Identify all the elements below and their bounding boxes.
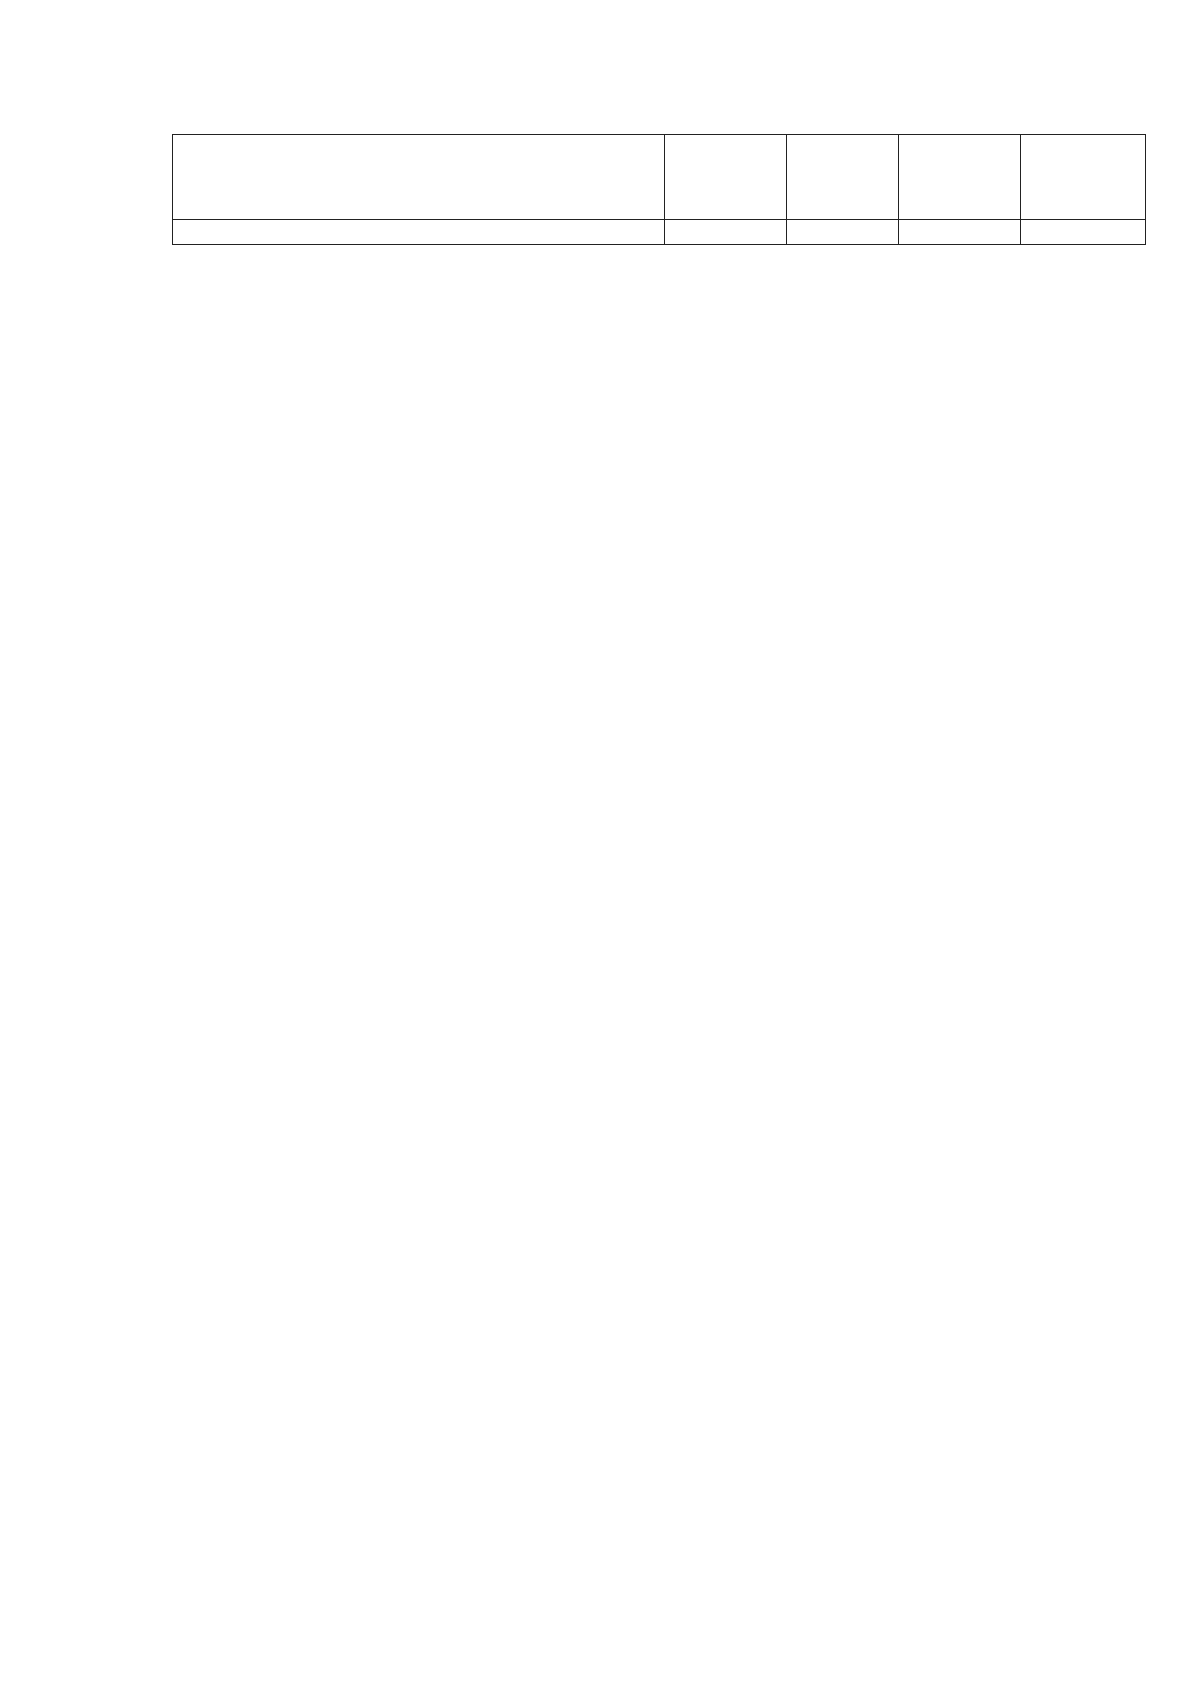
header-term (898, 135, 1020, 220)
column-number (898, 220, 1020, 245)
column-number (786, 220, 898, 245)
column-number (1020, 220, 1145, 245)
column-number (173, 220, 665, 245)
header-unit (664, 135, 786, 220)
column-number (664, 220, 786, 245)
document-page (172, 132, 1146, 299)
header-activity-name (173, 135, 665, 220)
table-header-row (173, 135, 1146, 220)
measures-table (172, 134, 1146, 245)
column-number-row (173, 220, 1146, 245)
header-annual-volume (1020, 135, 1145, 220)
header-volume (786, 135, 898, 220)
